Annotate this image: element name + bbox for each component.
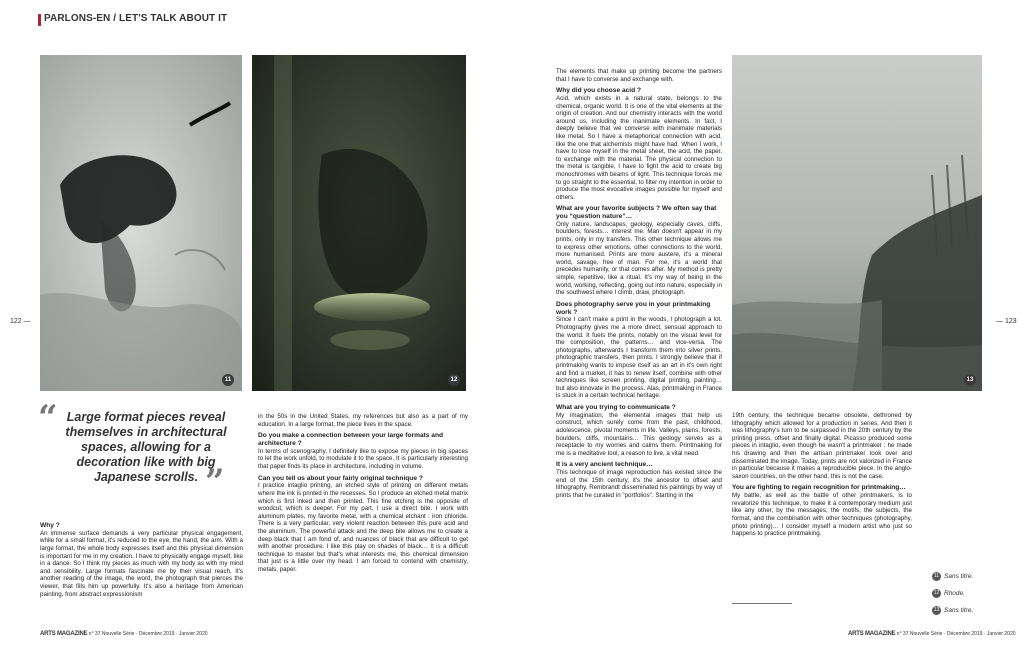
header-section: PARLONS-EN (44, 13, 111, 24)
artwork-photo-12 (252, 55, 466, 391)
paragraph-partners: The elements that make up printing become the partners that I have to converse and exchange with. (556, 68, 722, 83)
photo-number-badge: 12 (448, 374, 460, 386)
caption-number-badge: 13 (933, 607, 940, 613)
page-header (44, 13, 227, 24)
paragraph-why: An immense surface demands a very particular physical engagement, while for a small format, it's reduced to the eye, the hand, the arm. With a large format, the whole body expresses itself and this physical dimension is important for me in my creation. I have to physically engage myself, like in a dance. So I think my pieces as much with my body as with my mind and sensibility. Large formats fascinate me by their visual reach. It's another reading of the image, the word, the photograph that pierces the viewer, that fills him up powerfully. It's also a heritage from American painting, from abstract expressionism (40, 529, 243, 598)
footer-issue: n° 37 Nouvelle Série · Décembre 2019 · Janvier 2020 (896, 631, 1016, 637)
heading-subjects: What are your favorite subjects ? We often say that you “question nature”… (556, 205, 717, 221)
paragraph-connection: In terms of scenography, I definitely like to expose my pieces in big spaces to let the work unfold, to modulate it to the space. It is particularly interesting that paper finds its place in architecture, including in volume. (258, 447, 468, 470)
caption-number-badge: 12 (933, 590, 940, 596)
paragraph-photography: Since I can't make a print in the woods, I photograph a lot. Photography gives me a more direct, sensual approach to the world. It fuels the prints, notably on the visual level for the composition, the patterns… and vice-versa. The photographs, afterwards I transform them into silver prints, photographic transfers, then prints. I strongly believe that if printmaking wants to impose itself as an art in it's own right and find a market, it has to renew itself, combine with other techniques like screen printing, digital printing, painting… but also innovate in the process. Alas, printmaking in France is stuck in a certain technical heritage. (556, 316, 722, 400)
heading-connection: Do you make a connection between your large formats and architecture ? (258, 432, 444, 447)
text-column-1 (40, 522, 243, 626)
heading-fighting: You are fighting to regain recognition for printmaking… (732, 484, 906, 492)
heading-acid: Why did you choose acid ? (556, 87, 641, 95)
caption-11 (932, 572, 973, 581)
header-subtitle: LET'S TALK ABOUT IT (119, 13, 228, 24)
caption-number-badge: 11 (933, 573, 940, 579)
paragraph-ancient: This technique of image reproduction has existed since the end of the 15th century, it's the ancestor to offset and lithography. Rembrandt disseminated his paintings by way of prints that he curated in "portfolios". Starting in the (556, 469, 722, 499)
paragraph-technique: I practice intaglio printing, an etched style of printing on different metals where the ink is printed in the recesses. So I produce an etched metal matrix which is first inked and then printed. This fine etching is the opposite of woodcut, which is deeper. For my part, I use a direct bite. I work with aluminum plates, my favorite metal, with a chemical etchant : iron chloride. There is a very particular, very violent reaction between this pure acid and the aluminum. The powerful attack and the deep bite allows me to create a deep black that I am fond of, and nuances of black that are difficult to get with another procedure. I like this play on shades of black… It is a difficult technique to master but that's what interests me, this chemical dimension that just is a little over my head. I am forced to contend with chemistry, metals, paper. (258, 482, 468, 573)
paragraph-continued: in the 50s in the United States, my references but also as a part of my education. In a large format, the piece lives in the space. (258, 413, 468, 428)
photo-number-badge: 13 (964, 374, 976, 386)
page-number-right: — 123 (996, 318, 1017, 325)
caption-12 (932, 589, 965, 598)
artwork-photo-13 (732, 55, 982, 391)
heading-communicate: What are you trying to communicate ? (556, 403, 676, 411)
open-quote-icon: “ (38, 398, 58, 438)
caption-label: Sans titre. (944, 573, 974, 581)
footer-brand: ARTS MAGAZINE (848, 631, 896, 637)
header-separator: / (113, 13, 117, 24)
footer-brand: ARTS MAGAZINE (40, 631, 88, 637)
artwork-photo-11 (40, 55, 242, 391)
text-column-4 (732, 412, 912, 610)
pull-quote: Large format pieces reveal themselves in architectural spaces, allowing for a decoration like with big Japanese scrolls. (65, 410, 227, 484)
paragraph-century: 19th century, the technique became obsolete, dethroned by lithography which allowed for a production in series. And then it was lithography's turn to be surpassed in the 20th century by the printing press, offset and finally digital. Picasso produced some pieces in intaglio, even though he wasn't a printmaker : he made his drawing and then the artisan printmaker took over and disseminated the image. Today, prints are not valorized in France in particular because it makes a reproducible piece. In the anglo-saxon countries, on the other hand, this is not the case. (732, 412, 912, 480)
close-quote-icon: ” (205, 462, 225, 502)
page-number-left: 122 — (10, 318, 31, 325)
footer-right (848, 631, 1016, 637)
paragraph-communicate: My imagination, the elemental images that help us construct, which surely come from the past, childhood, adolescence, pivotal moments in life. Valleys, plains, forests, boulders, cliffs, mountains… This geology serves as a receptacle to my worries and calms them. Printmaking for me is a meditative tool, a reason to live, a vital need. (556, 411, 722, 457)
paragraph-subjects: Only nature, landscapes, geology, especially caves, cliffs, boulders, forests… interest me. Man doesn't appear in my prints, only in my transfers. This other technique allows me to express other emotions, other connections to the world, more humanised. Prints are more austere, it's a mineral world, savage, free of man. For me, it's a world that precedes humanity, or that comes after. My method is pretty simple, repetitive, like a ritual. It's my way of being in the world, working, reflecting, going out into nature, especially in the southwest where I climb, draw, photograph. (556, 220, 722, 297)
caption-13 (932, 606, 973, 615)
heading-technique: Can you tell us about your fairly original technique ? (258, 474, 423, 482)
paragraph-acid: Acid, which exists in a natural state, belongs to the chemical, organic world. It is one of the vital elements at the origin of creation. And our chemistry interacts with the world around us, including the inanimate elements. In fact, I deeply believe that we converse with inanimate materials like metal. So I have a metaphorical connection with acid, like the one that alchemists might have had. When I work, I have to lose myself in the metal sheet, the acid, the paper, to exchange with the material. The physical connection to the metal is tangible, I have to fight the acid to create big monochromes with beams of light. This technique forces me to go straight to the essential, to filter my intention in order to produce the most evocative images possible for myself and others. (556, 94, 722, 201)
text-column-2 (258, 413, 468, 627)
heading-ancient: It is a very ancient technique… (556, 461, 653, 469)
header-accent-bar (38, 14, 41, 26)
paragraph-fighting: My battle, as well as the battle of other printmakers, is to revalorize this technique, to make it a contemporary medium just like any other, by the messages, the motifs, the subjects, the format, and the combination with other techniques (photography, photo printing)… I consider myself a modern artist who just so happens to practice printmaking. (732, 492, 912, 538)
footer-issue: n° 37 Nouvelle Série · Décembre 2019 · Janvier 2020 (88, 631, 208, 637)
column-end-rule (732, 603, 792, 604)
text-column-3 (556, 68, 722, 628)
heading-why: Why ? (40, 522, 60, 529)
heading-photography: Does photography serve you in your printmaking work ? (556, 300, 711, 316)
caption-label: Sans titre. (944, 607, 974, 615)
footer-left (40, 631, 208, 637)
photo-number-badge: 11 (222, 374, 234, 386)
caption-label: Rhode. (944, 590, 965, 598)
